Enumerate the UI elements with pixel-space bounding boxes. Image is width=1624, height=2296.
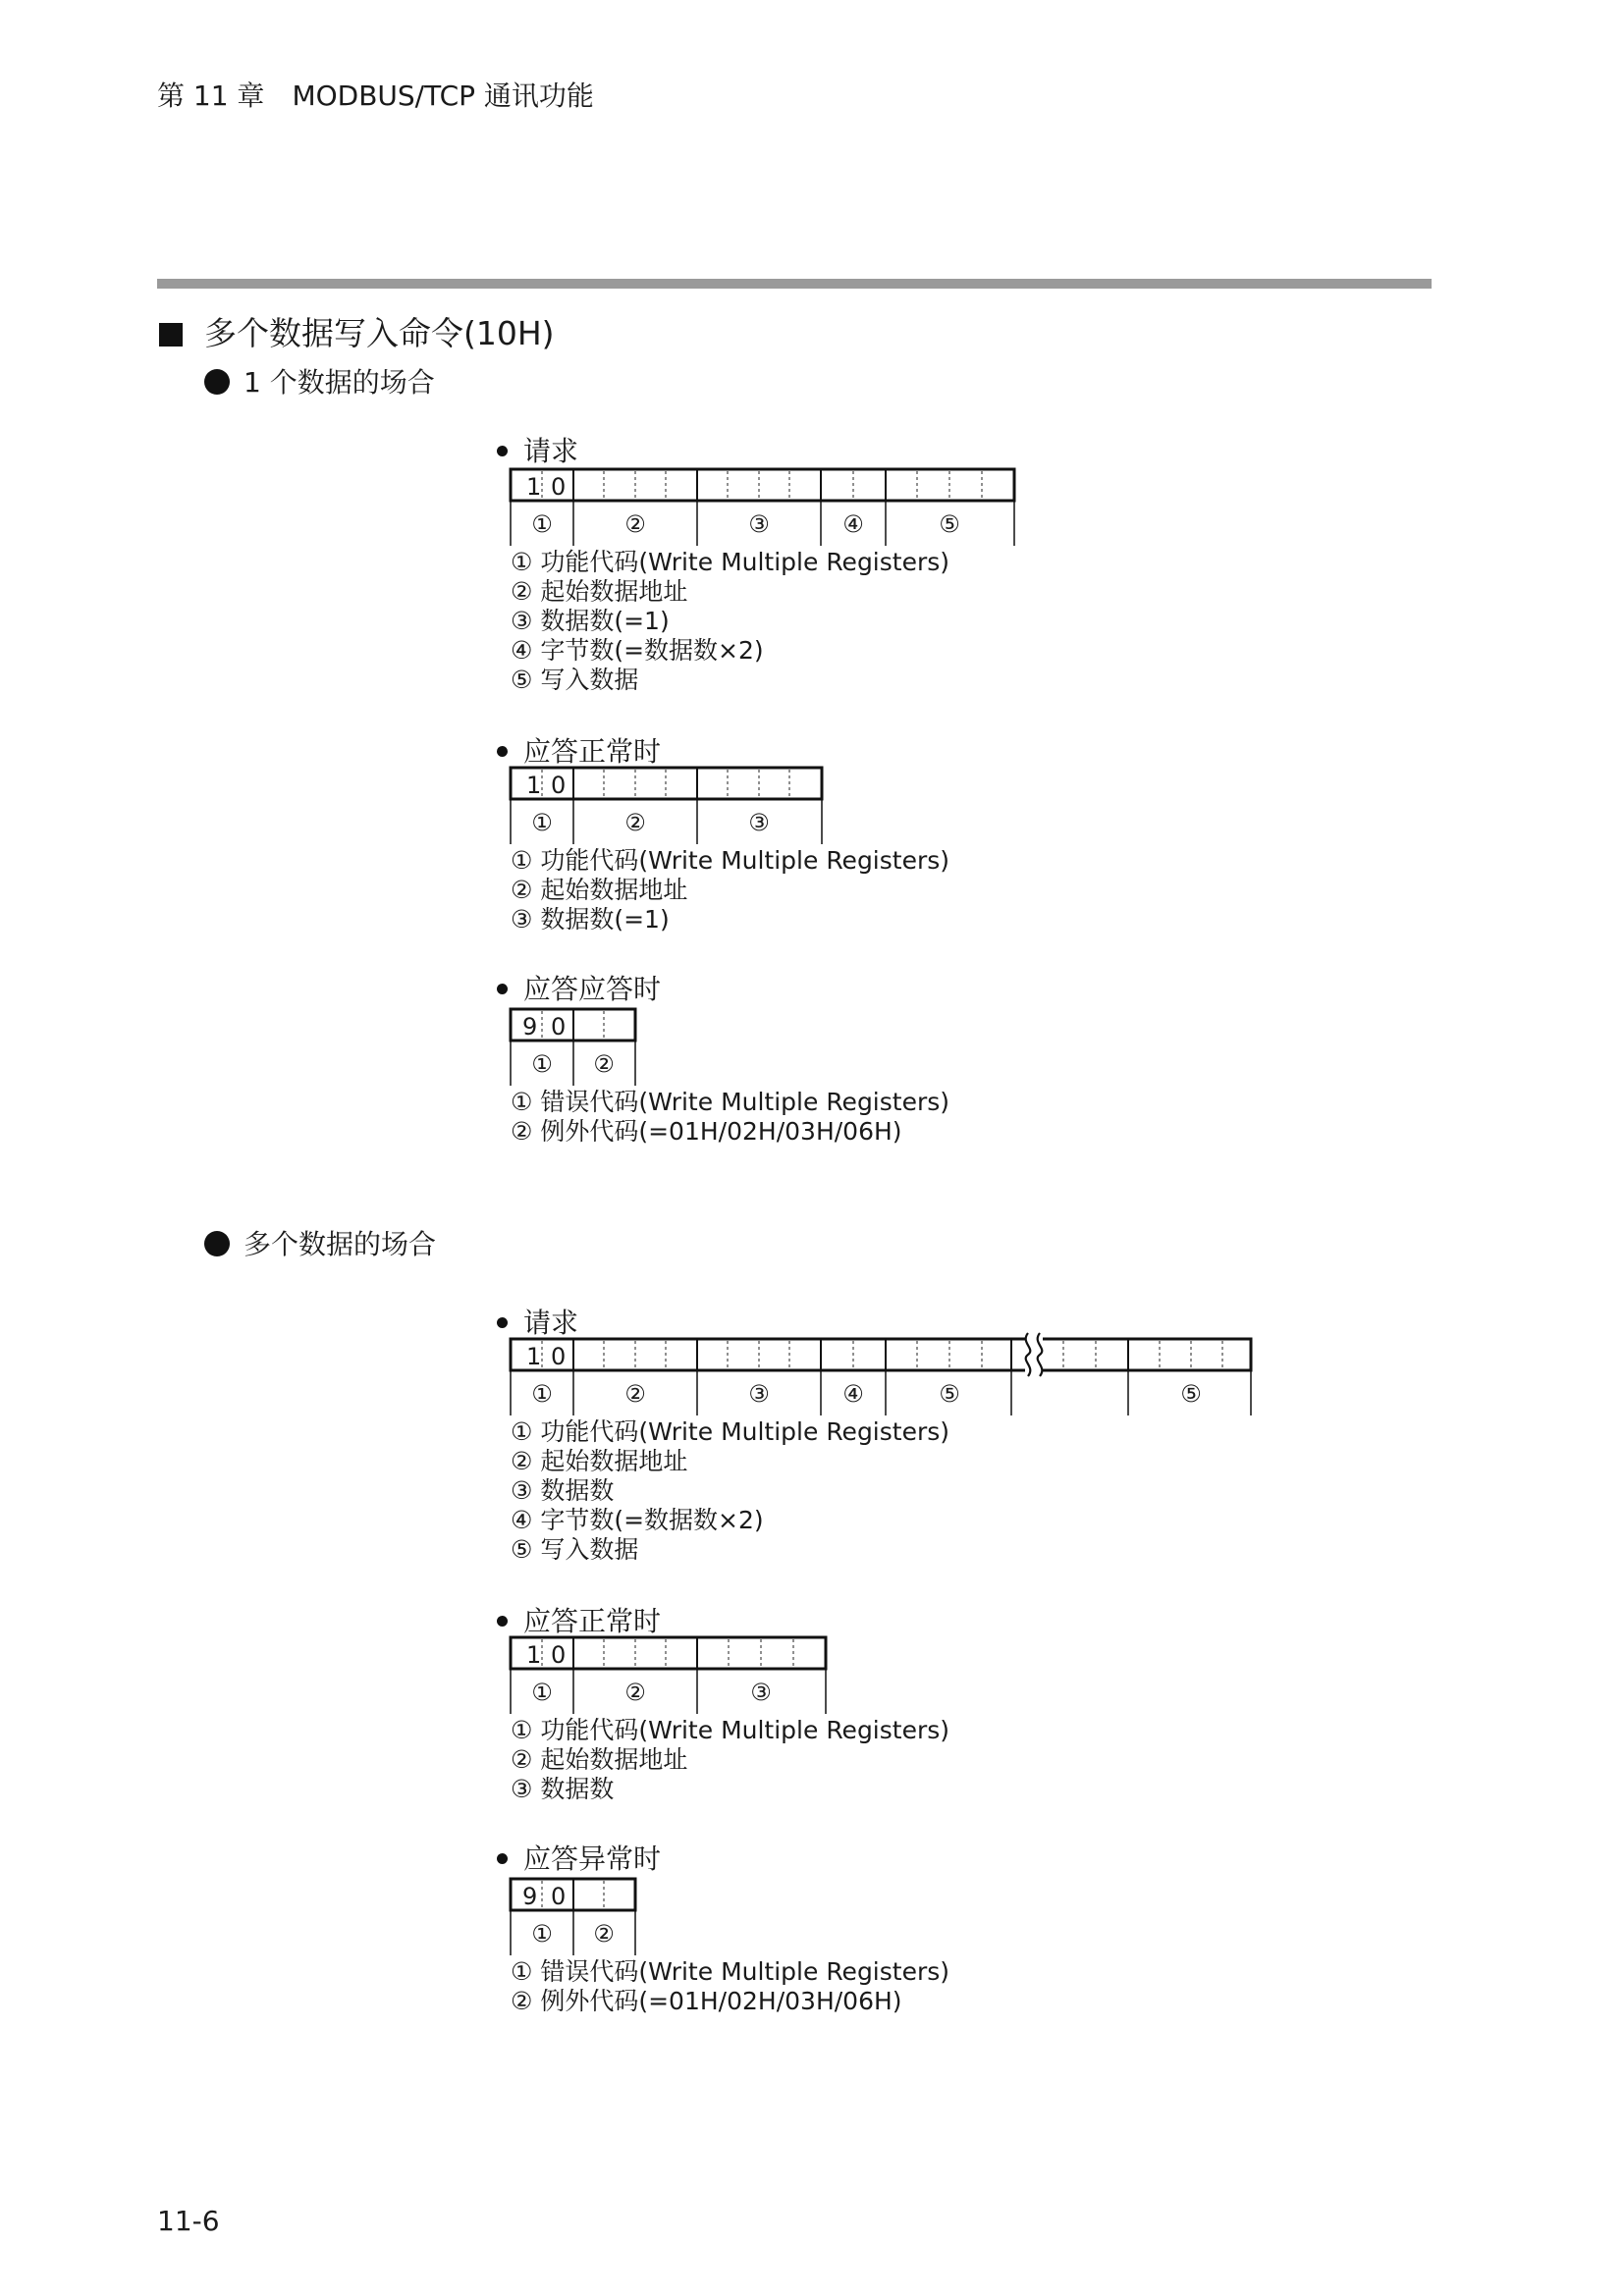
legend-item: ② 例外代码(=01H/02H/03H/06H) — [511, 1117, 902, 1146]
code-digit: 0 — [551, 473, 567, 501]
field-marker: ④ — [842, 1380, 864, 1408]
bullet-icon — [497, 1317, 508, 1328]
field-marker: ① — [531, 1679, 553, 1706]
bullet-icon — [204, 369, 230, 395]
field-marker: ⑤ — [939, 1380, 960, 1408]
single-error-legend — [511, 1088, 949, 1147]
single-error-label — [497, 968, 661, 1007]
field-marker: ① — [531, 1920, 553, 1948]
legend-item: ③ 数据数(=1) — [511, 905, 670, 934]
legend-item: ② 起始数据地址 — [511, 1447, 688, 1475]
legend-item: ③ 数据数 — [511, 1476, 615, 1505]
multiple-normal-label — [497, 1600, 661, 1639]
page-number: 11-6 — [157, 2205, 220, 2237]
legend-item: ③ 数据数 — [511, 1775, 615, 1803]
legend-item: ② 起始数据地址 — [511, 1745, 688, 1774]
legend-item: ① 功能代码(Write Multiple Registers) — [511, 1716, 950, 1744]
field-marker: ⑤ — [1180, 1380, 1202, 1408]
code-digit: 9 — [522, 1883, 538, 1910]
field-marker: ① — [531, 1380, 553, 1408]
code-digit: 1 — [526, 473, 542, 501]
legend-item: ② 例外代码(=01H/02H/03H/06H) — [511, 1987, 902, 2015]
code-digit: 1 — [526, 1343, 542, 1370]
section-title-text: 多个数据写入命令(10H) — [204, 314, 555, 352]
field-marker: ① — [531, 510, 553, 538]
multiple-request-label — [497, 1302, 578, 1341]
section-title — [159, 308, 555, 354]
code-digit: 0 — [551, 1883, 567, 1910]
single-request-legend — [511, 548, 949, 695]
single-data-heading-text: 1 个数据的场合 — [244, 366, 435, 399]
code-digit: 1 — [526, 772, 542, 799]
legend-item: ① 错误代码(Write Multiple Registers) — [511, 1957, 950, 1986]
chapter-title: MODBUS/TCP 通讯功能 — [292, 80, 594, 112]
legend-item: ① 功能代码(Write Multiple Registers) — [511, 548, 950, 576]
legend-item: ⑤ 写入数据 — [511, 1535, 639, 1564]
bullet-icon — [497, 746, 508, 757]
multiple-normal-legend — [511, 1716, 949, 1804]
single-request-label — [497, 430, 578, 469]
field-marker: ③ — [748, 809, 770, 836]
section-rule — [157, 279, 1432, 289]
multiple-data-heading — [204, 1223, 436, 1262]
chapter-number: 第 11 章 — [157, 80, 265, 112]
field-marker: ① — [531, 809, 553, 836]
multiple-normal-label-text: 应答正常时 — [523, 1605, 662, 1637]
multiple-normal-frame — [509, 1635, 831, 1718]
code-digit: 9 — [522, 1013, 538, 1041]
multiple-error-label — [497, 1838, 661, 1877]
page-header — [157, 75, 594, 114]
single-data-heading — [204, 361, 435, 400]
single-normal-label — [497, 730, 661, 770]
multiple-data-heading-text: 多个数据的场合 — [244, 1228, 437, 1260]
single-error-frame — [509, 1007, 640, 1090]
square-bullet-icon — [159, 323, 183, 347]
bullet-icon — [497, 1853, 508, 1864]
legend-item: ① 功能代码(Write Multiple Registers) — [511, 846, 950, 875]
field-marker: ② — [593, 1920, 615, 1948]
multiple-error-label-text: 应答异常时 — [523, 1842, 662, 1875]
field-marker: ② — [624, 1380, 646, 1408]
multiple-request-frame — [509, 1337, 1257, 1419]
single-request-label-text: 请求 — [523, 435, 579, 467]
legend-item: ④ 字节数(=数据数×2) — [511, 636, 764, 665]
single-normal-frame — [509, 766, 827, 848]
legend-item: ② 起始数据地址 — [511, 577, 688, 606]
legend-item: ③ 数据数(=1) — [511, 607, 670, 635]
field-marker: ③ — [748, 1380, 770, 1408]
single-normal-label-text: 应答正常时 — [523, 735, 662, 768]
code-digit: 0 — [551, 772, 567, 799]
legend-item: ② 起始数据地址 — [511, 876, 688, 904]
field-marker: ② — [624, 809, 646, 836]
field-marker: ④ — [842, 510, 864, 538]
bullet-icon — [497, 984, 508, 994]
bullet-icon — [497, 446, 508, 456]
multiple-request-legend — [511, 1417, 949, 1565]
single-normal-legend — [511, 846, 949, 934]
code-digit: 0 — [551, 1343, 567, 1370]
bullet-icon — [497, 1616, 508, 1627]
field-marker: ③ — [748, 510, 770, 538]
field-marker: ⑤ — [939, 510, 960, 538]
bullet-icon — [204, 1231, 230, 1256]
single-request-frame — [509, 467, 1019, 550]
code-digit: 1 — [526, 1641, 542, 1669]
field-marker: ② — [624, 1679, 646, 1706]
code-digit: 0 — [551, 1013, 567, 1041]
multiple-error-frame — [509, 1877, 640, 1959]
multiple-error-legend — [511, 1957, 949, 2016]
field-marker: ② — [624, 510, 646, 538]
multiple-request-label-text: 请求 — [523, 1307, 579, 1339]
field-marker: ① — [531, 1050, 553, 1078]
single-error-label-text: 应答应答时 — [523, 973, 662, 1005]
legend-item: ① 错误代码(Write Multiple Registers) — [511, 1088, 950, 1116]
field-marker: ② — [593, 1050, 615, 1078]
legend-item: ① 功能代码(Write Multiple Registers) — [511, 1417, 950, 1446]
legend-item: ⑤ 写入数据 — [511, 666, 639, 694]
legend-item: ④ 字节数(=数据数×2) — [511, 1506, 764, 1534]
field-marker: ③ — [750, 1679, 772, 1706]
code-digit: 0 — [551, 1641, 567, 1669]
